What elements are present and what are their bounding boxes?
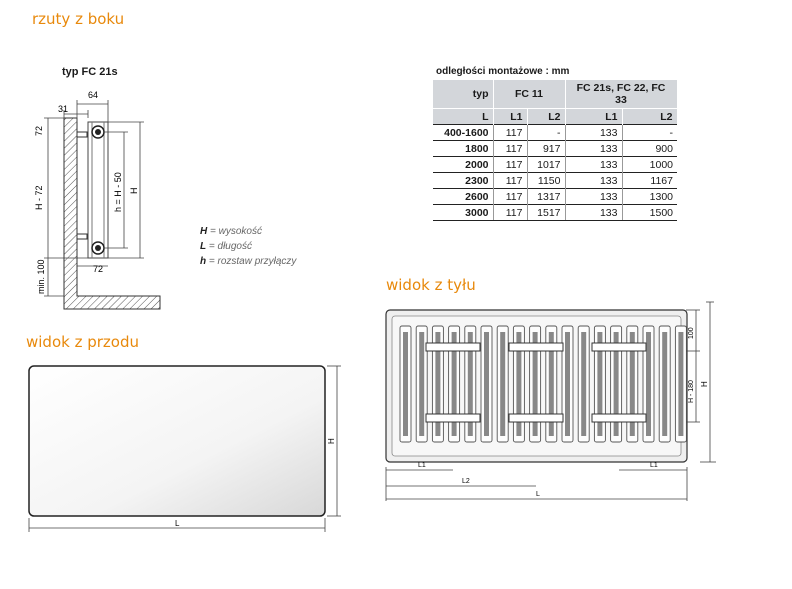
back-dim-mid: H - 180 xyxy=(688,380,695,403)
convector-fin-channel xyxy=(419,332,424,436)
header-type: typ xyxy=(433,80,493,109)
dim-pipe-spacing: h = H - 50 xyxy=(113,172,123,212)
header-fc11: FC 11 xyxy=(493,80,565,109)
dim-total-height: H xyxy=(129,187,139,194)
front-view-drawing xyxy=(0,355,370,545)
front-dim-height: H xyxy=(327,438,336,444)
back-dim-l: L xyxy=(536,491,540,498)
back-view-drawing xyxy=(370,295,790,515)
side-type-label: typ FC 21s xyxy=(62,66,118,78)
heading-front-view: widok z przodu xyxy=(26,333,139,351)
header-l1: L1 xyxy=(565,109,622,125)
header-l2: L2 xyxy=(527,109,565,125)
wall-section xyxy=(64,118,160,309)
back-dim-l1-right: L1 xyxy=(650,462,658,469)
back-dim-top: 100 xyxy=(688,327,695,339)
convector-fin-channel xyxy=(484,332,489,436)
dim-top-width: 64 xyxy=(88,90,99,100)
table-row: 2600 117 1317 133 1300 xyxy=(433,189,677,205)
back-dim-height: H xyxy=(700,381,709,387)
convector-fin-channel xyxy=(662,332,667,436)
dim-bottom-width: 72 xyxy=(93,264,104,274)
symbol-legend xyxy=(200,224,296,269)
table-row: 400-1600 117 - 133 - xyxy=(433,125,677,141)
heading-side-views: rzuty z boku xyxy=(32,10,125,28)
radiator-side-body xyxy=(88,122,108,258)
header-l: L xyxy=(433,109,493,125)
table-row: 1800 117 917 133 900 xyxy=(433,141,677,157)
convector-fin-channel xyxy=(500,332,505,436)
header-l1: L1 xyxy=(493,109,527,125)
convector-fin-channel xyxy=(403,332,408,436)
heading-back-view: widok z tyłu xyxy=(386,276,476,294)
side-view-drawing xyxy=(0,0,200,320)
back-dim-l2: L2 xyxy=(462,478,470,485)
header-l2: L2 xyxy=(622,109,677,125)
dim-top-margin: 72 xyxy=(34,125,44,136)
legend-item: L = długość xyxy=(200,241,252,252)
radiator-front-panel xyxy=(29,366,325,516)
mounting-distances-table xyxy=(433,80,678,221)
dim-wall-offset: 31 xyxy=(58,104,69,114)
table-title: odległości montażowe : mm xyxy=(436,66,570,77)
table-row: 2300 117 1150 133 1167 xyxy=(433,173,677,189)
dim-left-height: H - 72 xyxy=(34,185,44,210)
convector-fin-channel xyxy=(646,332,651,436)
header-fc21-group: FC 21s, FC 22, FC 33 xyxy=(565,80,677,109)
legend-item: H = wysokość xyxy=(200,226,262,237)
legend-item: h = rozstaw przyłączy xyxy=(200,256,297,267)
back-dim-l1-left: L1 xyxy=(418,462,426,469)
convector-fin-channel xyxy=(565,332,570,436)
table-row: 2000 117 1017 133 1000 xyxy=(433,157,677,173)
dim-min-floor: min. 100 xyxy=(36,259,46,294)
convector-fin-channel xyxy=(581,332,586,436)
table-row: 3000 117 1517 133 1500 xyxy=(433,205,677,221)
convector-fin-channel xyxy=(678,332,683,436)
front-dim-length: L xyxy=(175,519,180,528)
